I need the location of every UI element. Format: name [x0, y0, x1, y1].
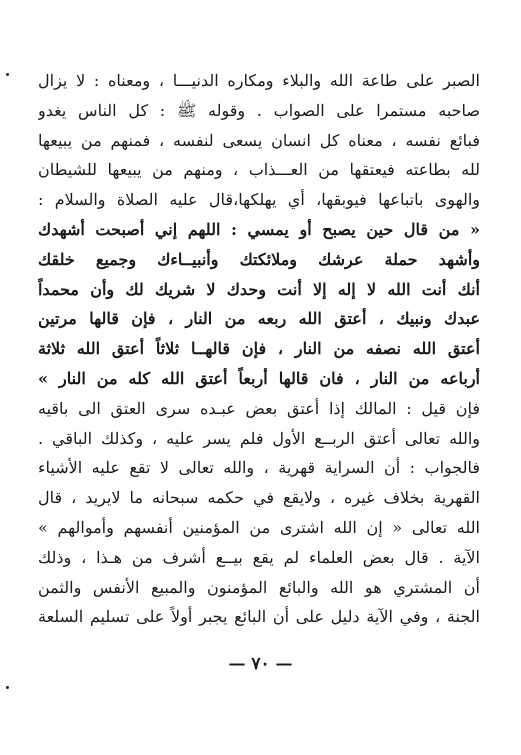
text-line: عبدك ونبيك ، أعتق الله ربعه من النار ، فإن قالها مرتين: [38, 309, 480, 329]
text-line: والهوى باتباعها فيوبقها، أي يهلكها،قال عليه الصلاة والسلام :: [38, 190, 480, 210]
text-line: أعتق الله نصفه من النار ، فإن قالهــا ثلاثاً أعتق الله ثلاثة: [38, 339, 480, 359]
text-line: فإن قيل : المالك إذا أعتق بعض عبـده سرى العتق الى باقيه: [38, 398, 480, 418]
body-text: [38, 66, 480, 632]
text-line: الصبر على طاعة الله والبلاء ومكاره الدنيـــا ، ومعناه : لا يزال: [38, 71, 480, 90]
text-line: الجنة ، وفي الآية دليل على أن البائع يجبر أولاً على تسليم السلعة: [38, 607, 480, 627]
text-line: أرباعه من النار ، فان قالها أربعاً أعتق الله كله من النار »: [38, 368, 480, 388]
text-line: صاحبه مستمرا على الصواب . وقوله ﷺ : كل الناس يغدو: [38, 100, 480, 120]
text-line: « من قال حين يصبح أو يمسي : اللهم إني أصبحت أشهدك: [38, 219, 480, 239]
text-line: فالجواب : أن السراية قهرية ، والله تعالى لا تقع عليه الأشياء: [38, 458, 480, 478]
margin-dot-mark: [6, 686, 9, 689]
text-line: وأشهد حملة عرشك وملائكتك وأنبيــاءك وجميع خلقك: [38, 249, 480, 269]
text-line: والله تعالى أعتق الربــع الأول فلم يسر عليه ، وكذلك الباقي .: [38, 428, 480, 448]
margin-dot-mark: [6, 73, 9, 76]
text-line: أنك أنت الله لا إله إلا أنت وحدك لا شريك لك وأن محمداً: [38, 279, 480, 299]
text-line: أن المشتري هو الله والبائع المؤمنون والمبيع الأنفس والثمن: [38, 577, 480, 597]
text-line: لله بطاعته فيعتقها من العـــذاب ، ومنهم من يبيعها للشيطان: [38, 160, 480, 180]
text-line: القهرية بخلاف غيره ، ولايقع في حكمه سبحانه ما لايريد ، قال: [38, 488, 480, 508]
text-line: الله تعالى « إن الله اشترى من المؤمنين أنفسهم وأموالهم »: [38, 517, 480, 537]
text-line: فبائع نفسه ، معناه كل انسان يسعى لنفسه ، فمنهم من يبيعها: [38, 130, 480, 150]
page-number: — ٧٠ —: [228, 654, 293, 674]
text-line: الآية . قال بعض العلماء لم يقع بيــع أشرف من هـذا ، وذلك: [38, 547, 480, 567]
